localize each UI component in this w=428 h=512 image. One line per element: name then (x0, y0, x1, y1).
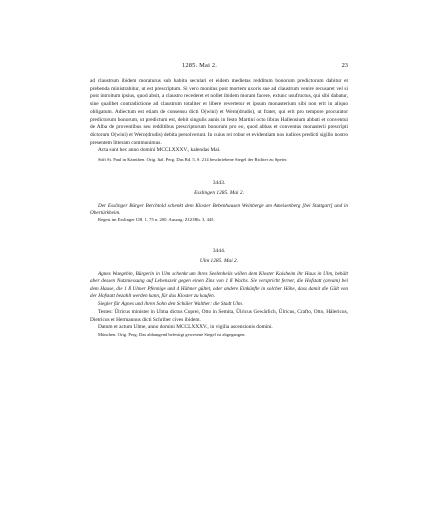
document-3444-number: 3444. (212, 248, 226, 255)
document-3443-number: 3443. (212, 179, 226, 186)
page-number: 23 (341, 62, 348, 69)
document-3444-sealers: Siegler für Agnes und ihren Sohn den Schüler Walther: die Stadt Ulm. (98, 300, 244, 307)
document-3442-source: Stift St. Paul in Kärnthen. Orig. Ital. Perg. Das Bd. 5, S. 214 beschriebene Siegel der Richter zu Speier. (98, 157, 288, 163)
running-head (90, 62, 348, 74)
document-3442-dating: Acta sunt hec anno domini MCCLXXXV., kalendas Mai. (98, 147, 221, 154)
document-page (90, 62, 348, 339)
document-3444-place-date: Ulm 1285. Mai 2. (199, 258, 239, 265)
document-3444-source: München. Orig. Perg. Das abhangend befestigt gewesene Siegel ist abgegangen. (98, 332, 246, 338)
document-3442-text: ad claustrum ibidem moraturus sub habitu seculari et eidem medietas redditum bonorum predictorum dabitur et prebenda ministrabitur, ut est prescriptum. Si vero monitus post mortem uxoris sue ad claustrum venire recusaret vel si post introitum ipsius, quod absit, a claustro recederet et nollet ibidem moram facere, extunc usufructus, qui sibi dabatur, sine qualibet contradictione ad claustrum totaliter et libere revertetur et ipsum monasterium sibi non erit in aliquo obligatum. Adiectum est etiam de consensu dicti O(wini) et Wern(drudis), ut frater, qui erit pro tempore procurator predictorum bonorum, ut predictum est, debit singulis annis in festo Martini octo libras Hallensium abbati et conventui de Alba de proventibus seu redditibus prescriptorum bonorum pro eo, quod abbas et conventus monasterii prescripti dictorum O(wini) et Wern(drudis) debita persolverunt. In cuius rei robur et evidentiam nos iudices predicti sigillo nostro presentem litteram communimus. (90, 78, 348, 146)
document-3443-place-date: Esslingen 1285. Mai 2. (194, 189, 244, 196)
document-3444-witnesses: Testes: Ûlricus minister in Ulma dictus Coprei, Otto in Semita, Ûlricus Gewârlich, Ûlricus, Crafto, Otto, Hâlericus, Dietricus et Hermannus dicti Schriber cives ibidem. (90, 309, 348, 323)
document-3443-regest: Der Esslinger Bürger Berchtold schenkt dem Kloster Bebenhausen Weinberge am Ameisenberg [bei Stuttgart] und in Obertürkheim. (90, 202, 348, 217)
document-3443-source: Regest im Esslinger UB. 1, 75 n. 200. Auszug: ZGORh. 3, 445. (98, 217, 215, 223)
document-3444-dating: Datum et actum Ulme, anno domini MCCLXXXV., in vigilia ascensionis domini. (98, 324, 273, 331)
document-3444-regest: Agnes Waegebin, Bürgerin in Ulm schenkt um ihres Seelenheils willen dem Kloster Kaisheim ihr Haus in Ulm, behält aber dessen Nutzniessung auf Lebenszeit gegen einen Zins von 1 ß Wachs. Sie verspricht ferner, die Hofstatt (aream) bei dem Hause, die 1 ß Ulmer Pfennige und 4 Hühner gültet, oder andere Einkünfte in solcher Höhe, dass damit die Gült von der Hofstatt bezahlt werden kann, für das Kloster zu kaufen. (90, 271, 348, 300)
running-head-date: 1285. Mai 2. (182, 62, 218, 69)
